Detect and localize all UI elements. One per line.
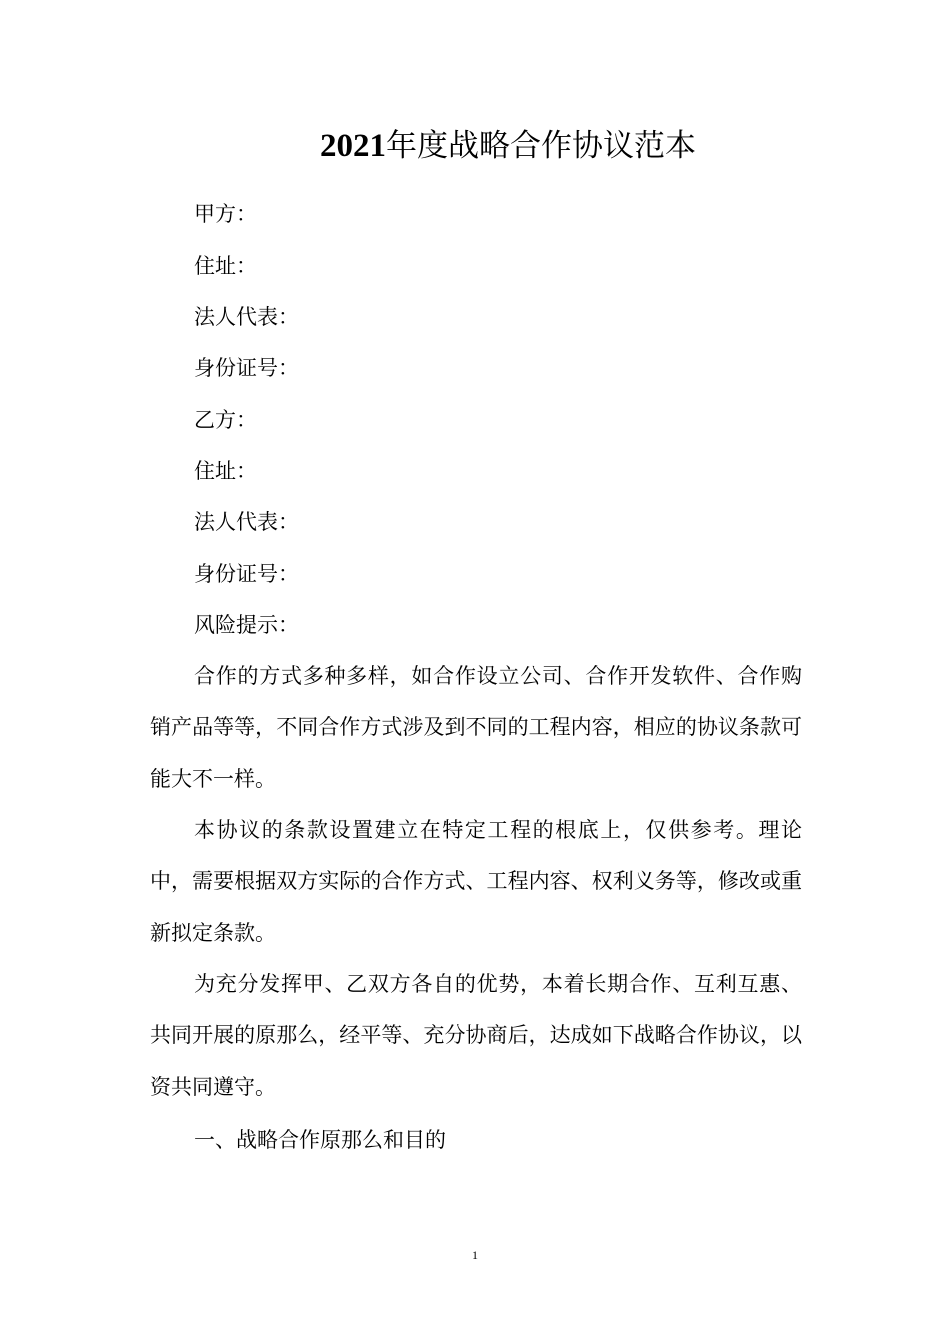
party-a-id-label: 身份证号： — [194, 356, 299, 380]
document-title — [0, 121, 950, 170]
title-text: 年度战略合作协议范本 — [386, 128, 696, 164]
party-b-address-label: 住址： — [194, 459, 257, 483]
section-heading-principles: 一、战略合作原那么和目的 — [194, 1128, 446, 1152]
risk-notice-label: 风险提示： — [194, 613, 299, 637]
title-year: 2021 — [320, 128, 386, 164]
page-number: 1 — [472, 1248, 478, 1262]
paragraph-purpose: 为充分发挥甲、乙双方各自的优势，本着长期合作、互利互惠、共同开展的原那么，经平等、充分协商后，达成如下战略合作协议，以资共同遵守。 — [150, 972, 802, 1099]
party-a-address-label: 住址： — [194, 254, 257, 278]
paragraph-terms-reference: 本协议的条款设置建立在特定工程的根底上，仅供参考。理论中，需要根据双方实际的合作方式、工程内容、权利义务等，修改或重新拟定条款。 — [150, 818, 802, 945]
party-a-representative-label: 法人代表： — [194, 305, 299, 329]
party-b-label: 乙方： — [194, 408, 257, 432]
paragraph-cooperation-methods: 合作的方式多种多样，如合作设立公司、合作开发软件、合作购销产品等等，不同合作方式涉及到不同的工程内容，相应的协议条款可能大不一样。 — [150, 664, 802, 791]
party-b-representative-label: 法人代表： — [194, 510, 299, 534]
party-a-label: 甲方： — [194, 202, 257, 226]
party-b-id-label: 身份证号： — [194, 562, 299, 586]
